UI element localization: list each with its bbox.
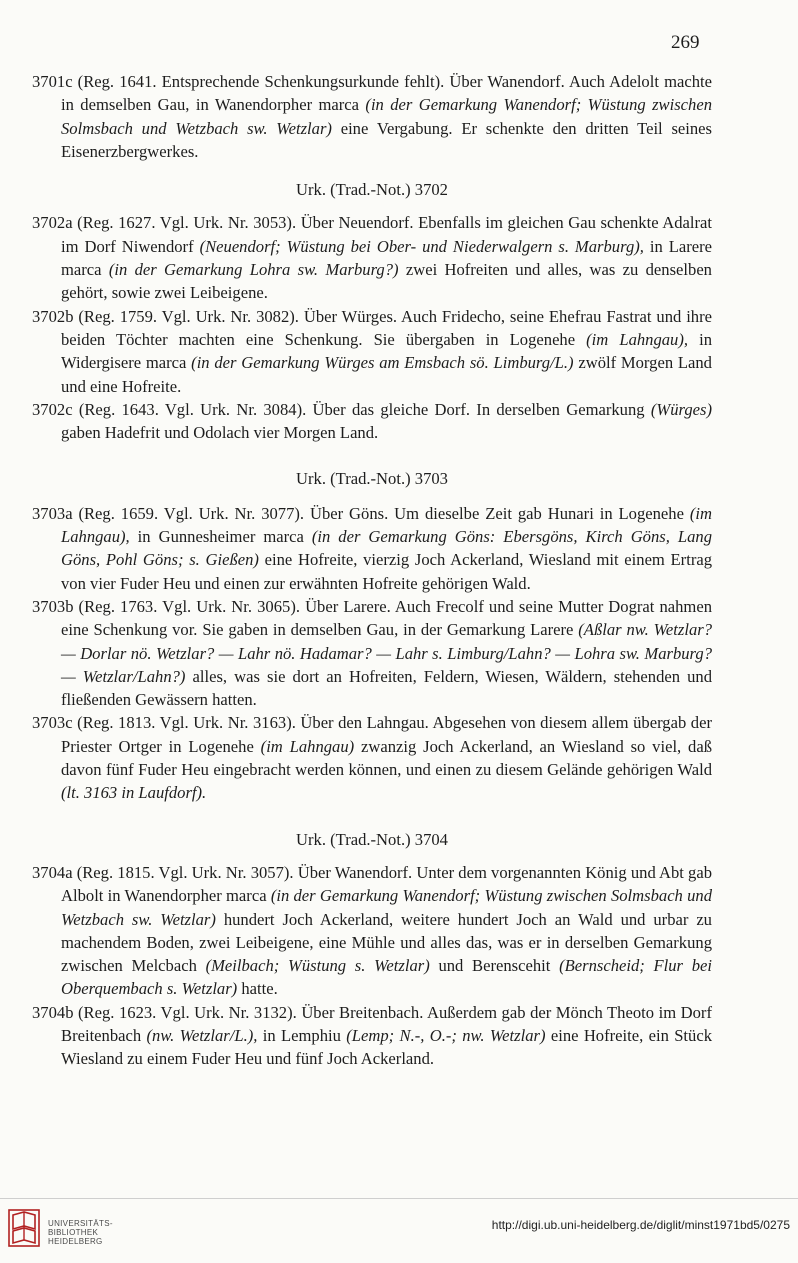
entry-italic-note: (Lemp; N.-, O.-; nw. Wetzlar) [346,1025,546,1045]
entry-italic-note: (im Lahngau), [586,329,689,349]
library-line: UNIVERSITÄTS- [48,1219,113,1228]
entry-italic-note: (im Lahngau), [61,503,712,547]
entry-text: in Widergisere marca [61,329,713,373]
entry-italic-note: (lt. 3163 in Laufdorf). [61,783,207,803]
entry-italic-note: (nw. Wetzlar/L.), [146,1025,258,1045]
library-name [48,1219,113,1246]
entry-italic-note: (in der Gemarkung Lohra sw. Marburg?) [108,260,399,280]
library-line: HEIDELBERG [48,1237,103,1246]
entry-text: 3702a (Reg. 1627. Vgl. Urk. Nr. 3053). Über Neuendorf. Ebenfalls im gleichen Gau schenkte Adalrat im Dorf Niwendorf [32,213,712,256]
section-heading-3703: Urk. (Trad.-Not.) 3703 [296,469,448,489]
entry-text: 3704a (Reg. 1815. Vgl. Urk. Nr. 3057). Über Wanendorf. Unter dem vorgenannten König und Abt gab Albolt in Wanendorpher marca [32,862,712,906]
entry-3703b [32,595,712,711]
entry-text: in Larere marca [61,236,712,280]
entry-text: alles, was sie dort an Hofreiten, Feldern, Wiesen, Wäldern, stehenden und fließenden Gewässern hatten. [61,666,712,710]
entry-italic-note: (in der Gemarkung Wanendorf; Wüstung zwischen Solmsbach und Wetzbach sw. Wetzlar) [61,886,712,929]
library-line: BIBLIOTHEK [48,1228,99,1237]
entry-text: hatte. [237,979,278,999]
entry-italic-note: (Meilbach; Wüstung s. Wetzlar) [205,956,430,976]
entry-3703c [32,711,712,804]
entry-text: und Berenscehit [429,956,560,976]
document-body [32,70,712,1071]
entry-italic-note: (Bernscheid; Flur bei Oberquembach s. Wetzlar) [61,956,712,999]
entry-text: in Gunnesheimer marca [129,527,312,547]
entry-text: 3702c (Reg. 1643. Vgl. Urk. Nr. 3084). Über das gleiche Dorf. In derselben Gemarkung [32,399,651,419]
entry-italic-note: (Neuendorf; Wüstung bei Ober- und Niederwalgern s. Marburg), [199,236,644,256]
entry-text: in Lemphiu [257,1025,347,1045]
entry-text: zwölf Morgen Land und eine Hofreite. [61,353,712,396]
entry-3704b [32,1001,712,1071]
entry-italic-note: (Aßlar nw. Wetzlar? — Dorlar nö. Wetzlar? — Lahr nö. Hadamar? — Lahr s. Limburg/Lahn? — Lohra sw. Marburg? — Wetzlar/Lahn?) [61,620,713,686]
entry-italic-note: (in der Gemarkung Würges am Emsbach sö. Limburg/L.) [191,353,574,373]
entry-text: 3704b (Reg. 1623. Vgl. Urk. Nr. 3132). Über Breitenbach. Außerdem gab der Mönch Theoto im Dorf Breitenbach [32,1002,712,1045]
entry-text: 3702b (Reg. 1759. Vgl. Urk. Nr. 3082). Über Würges. Auch Fridecho, seine Ehefrau Fastrat und ihre beiden Töchter machten eine Schenkung. Sie übergaben in Logenehe [32,306,712,349]
entry-text: zwanzig Joch Ackerland, an Wiesland so viel, daß davon fünf Fuder Heu eingebracht werden können, und einen zu diesem Gelände gehörigen Wald [61,736,712,780]
entry-3703a [32,502,712,595]
entry-text: eine Hofreite, vierzig Joch Ackerland, Wiesland mit einem Ertrag von vier Fuder Heu und einen zur erwähnten Hofreite gehörigen Wald. [61,550,713,593]
source-url-link[interactable]: http://digi.ub.uni-heidelberg.de/diglit/minst1971bd5/0275 [491,1218,790,1232]
entry-italic-note: (Würges) [650,399,712,419]
entry-text: gaben Hadefrit und Odolach vier Morgen Land. [61,423,379,443]
entry-text: hundert Joch Ackerland, weitere hundert Joch an Wald und urbar zu machendem Boden, zwei Leibeigene, eine Mühle und alles das, was er in derselben Gemarkung zwischen Melcbach [61,909,712,976]
entry-text: eine Hofreite, ein Stück Wiesland zu einem Fuder Heu und fünf Joch Ackerland. [61,1025,713,1069]
page-number: 269 [671,32,700,53]
entry-text: eine Vergabung. Er schenkte den dritten Teil seines Eisenerzbergwerkes. [61,118,712,161]
entry-italic-note: (in der Gemarkung Wanendorf; Wüstung zwischen Solmsbach und Wetzbach sw. Wetzlar) [61,95,713,138]
entry-3701c [32,70,712,163]
entry-italic-note: (in der Gemarkung Göns: Ebersgöns, Kirch Göns, Lang Göns, Pohl Göns; s. Gießen) [61,527,712,570]
entry-text: zwei Hofreiten und alles, was zu denselben gehört, sowie zwei Leibeigene. [61,260,712,303]
entry-3702b [32,305,712,398]
entry-text: 3703c (Reg. 1813. Vgl. Urk. Nr. 3163). Über den Lahngau. Abgesehen von diesem allem übergab der Priester Ortger in Logenehe [32,713,712,756]
entry-3704a [32,861,712,1001]
entry-3702c [32,398,712,445]
entry-italic-note: (im Lahngau) [260,736,355,756]
heidelberg-library-logo-icon [8,1209,40,1247]
entry-text: 3703a (Reg. 1659. Vgl. Urk. Nr. 3077). Über Göns. Um dieselbe Zeit gab Hunari in Logenehe [32,503,690,523]
section-heading-3704: Urk. (Trad.-Not.) 3704 [296,829,448,849]
footer-divider [0,1198,798,1199]
entry-text: 3703b (Reg. 1763. Vgl. Urk. Nr. 3065). Über Larere. Auch Frecolf und seine Mutter Dograt nahmen eine Schenkung vor. Sie gaben in demselben Gau, in der Gemarkung Larere [32,596,712,640]
section-heading-3702: Urk. (Trad.-Not.) 3702 [296,180,448,200]
entry-text: 3701c (Reg. 1641. Entsprechende Schenkungsurkunde fehlt). Über Wanendorf. Auch Adelolt machte in demselben Gau, in Wanendorpher marca [32,72,712,115]
entry-3702a [32,211,712,304]
